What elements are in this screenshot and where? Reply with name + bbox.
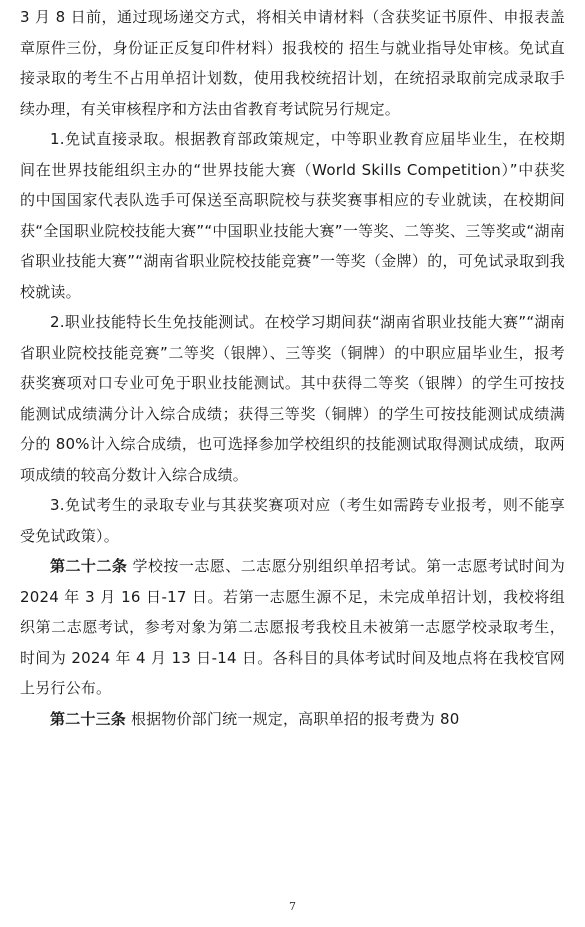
paragraph-text: 3.免试考生的录取专业与其获奖赛项对应（考生如需跨专业报考，则不能享受免试政策）。: [20, 496, 565, 545]
paragraph-text: 2.职业技能特长生免技能测试。在校学习期间获“湖南省职业技能大赛”“湖南省职业院校技能竞赛”二等奖（银牌）、三等奖（铜牌）的中职应届毕业生，报考获奖赛项对口专业可免于职业技能测试。其中获得二等奖（银牌）的学生可按技能测试成绩满分计入综合成绩；获得三等奖（铜牌）的学生可按技能测试成绩满分的 80%计入综合成绩，也可选择参加学校组织的技能测试取得测试成绩，取两项成绩的较高分数计入综合成绩。: [20, 313, 565, 484]
paragraph-item-3: [20, 490, 565, 551]
paragraph-text: 1.免试直接录取。根据教育部政策规定，中等职业教育应届毕业生，在校期间在世界技能组织主办的“世界技能大赛（World Skills Competition）”中获奖的中国国家代表队选手可保送至高职院校与获奖赛事相应的专业就读，在校期间获“全国职业院校技能大赛”“中国职业技能大赛”一等奖、二等奖、三等奖或“湖南省职业技能大赛”“湖南省职业院校技能竞赛”一等奖（金牌）的，可免试录取到我校就读。: [20, 130, 565, 301]
page-number: 7: [289, 900, 296, 913]
paragraph-continuation: [20, 2, 565, 124]
paragraph-item-2: [20, 307, 565, 490]
paragraph-article-22: [20, 551, 565, 704]
paragraph-article-23: [20, 704, 565, 735]
paragraph-text: 学校按一志愿、二志愿分别组织单招考试。第一志愿考试时间为 2024 年 3 月 16 日-17 日。若第一志愿生源不足，未完成单招计划，我校将组织第二志愿考试，参考对象为第二志愿报考我校且未被第一志愿学校录取考生，时间为 2024 年 4 月 13 日-14 日。各科目的具体考试时间及地点将在我校官网上另行公布。: [20, 557, 565, 697]
paragraph-text: 3 月 8 日前，通过现场递交方式，将相关申请材料（含获奖证书原件、申报表盖章原件三份，身份证正反复印件材料）报我校的 招生与就业指导处审核。免试直接录取的考生不占用单招计划数，使用我校统招计划，在统招录取前完成录取手续办理，有关审核程序和方法由省教育考试院另行规定。: [20, 8, 565, 118]
article-heading: 第二十二条: [50, 557, 128, 575]
paragraph-text: 根据物价部门统一规定，高职单招的报考费为 80: [126, 709, 460, 728]
paragraph-item-1: [20, 124, 565, 307]
article-heading: 第二十三条: [50, 709, 127, 728]
document-page: [20, 2, 565, 734]
